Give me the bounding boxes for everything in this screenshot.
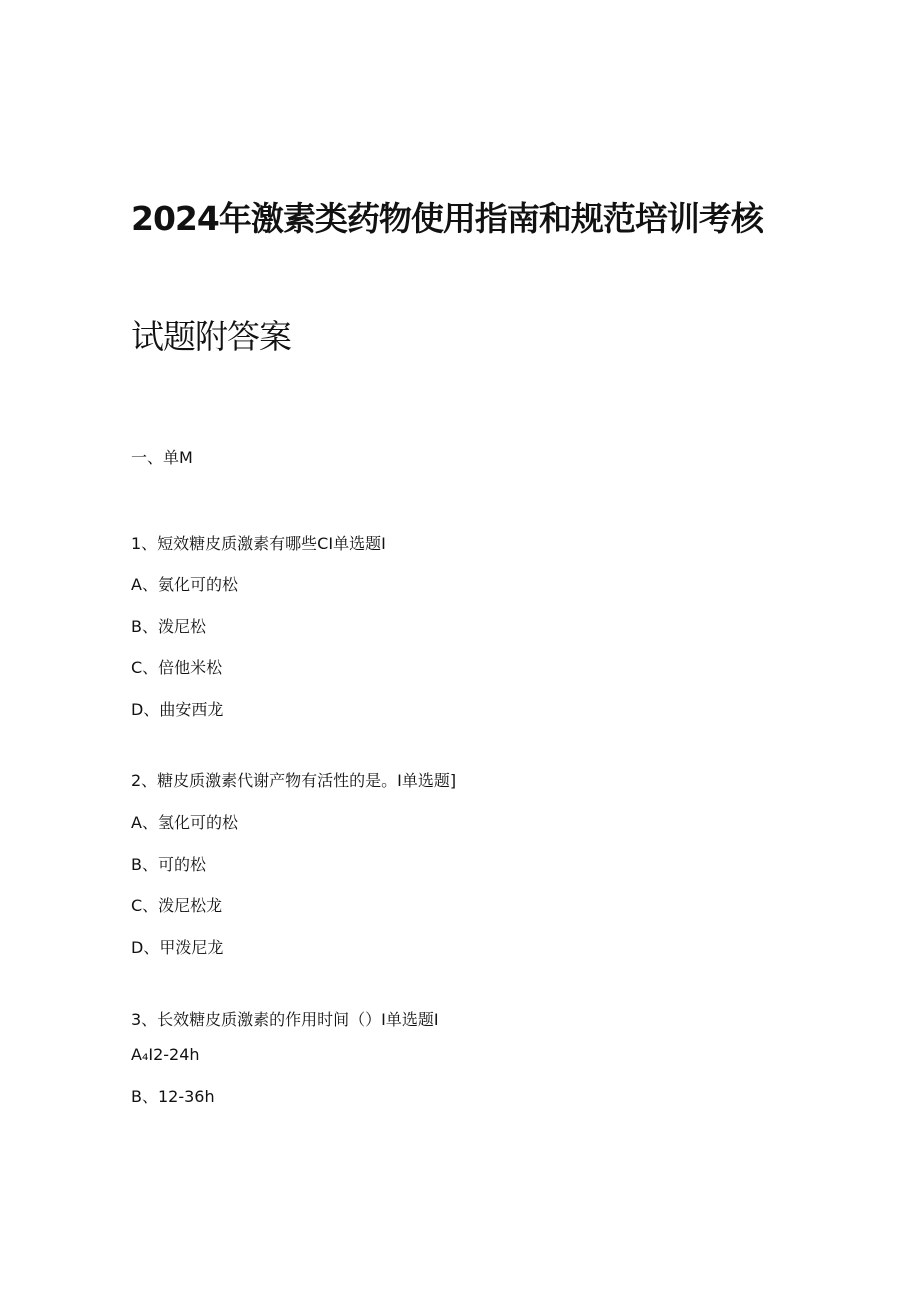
question-1-stem: 1、短效糖皮质激素有哪些CI单选题I (131, 534, 386, 553)
question-2-option-c: C、泼尼松龙 (131, 896, 223, 915)
document-title-line-2: 试题附答案 (131, 317, 291, 356)
question-1-option-b: B、泼尼松 (131, 617, 206, 636)
question-1-option-a: A、氨化可的松 (131, 575, 238, 594)
question-1-option-c: C、倍他米松 (131, 658, 223, 677)
question-2-option-b: B、可的松 (131, 855, 206, 874)
question-1-option-d: D、曲安西龙 (131, 700, 224, 719)
question-2-option-a: A、氢化可的松 (131, 813, 238, 832)
question-3-option-a: A₄I2-24h (131, 1045, 200, 1064)
question-3-option-b: B、12-36h (131, 1087, 215, 1106)
question-2-stem: 2、糖皮质激素代谢产物有活性的是。I单选题] (131, 771, 457, 790)
document-title-line-1: 2024年激素类药物使用指南和规范培训考核 (131, 199, 763, 238)
question-3-stem: 3、长效糖皮质激素的作用时间（）I单选题I (131, 1010, 439, 1029)
question-2-option-d: D、甲泼尼龙 (131, 938, 224, 957)
section-heading: 一、单M (131, 448, 193, 467)
